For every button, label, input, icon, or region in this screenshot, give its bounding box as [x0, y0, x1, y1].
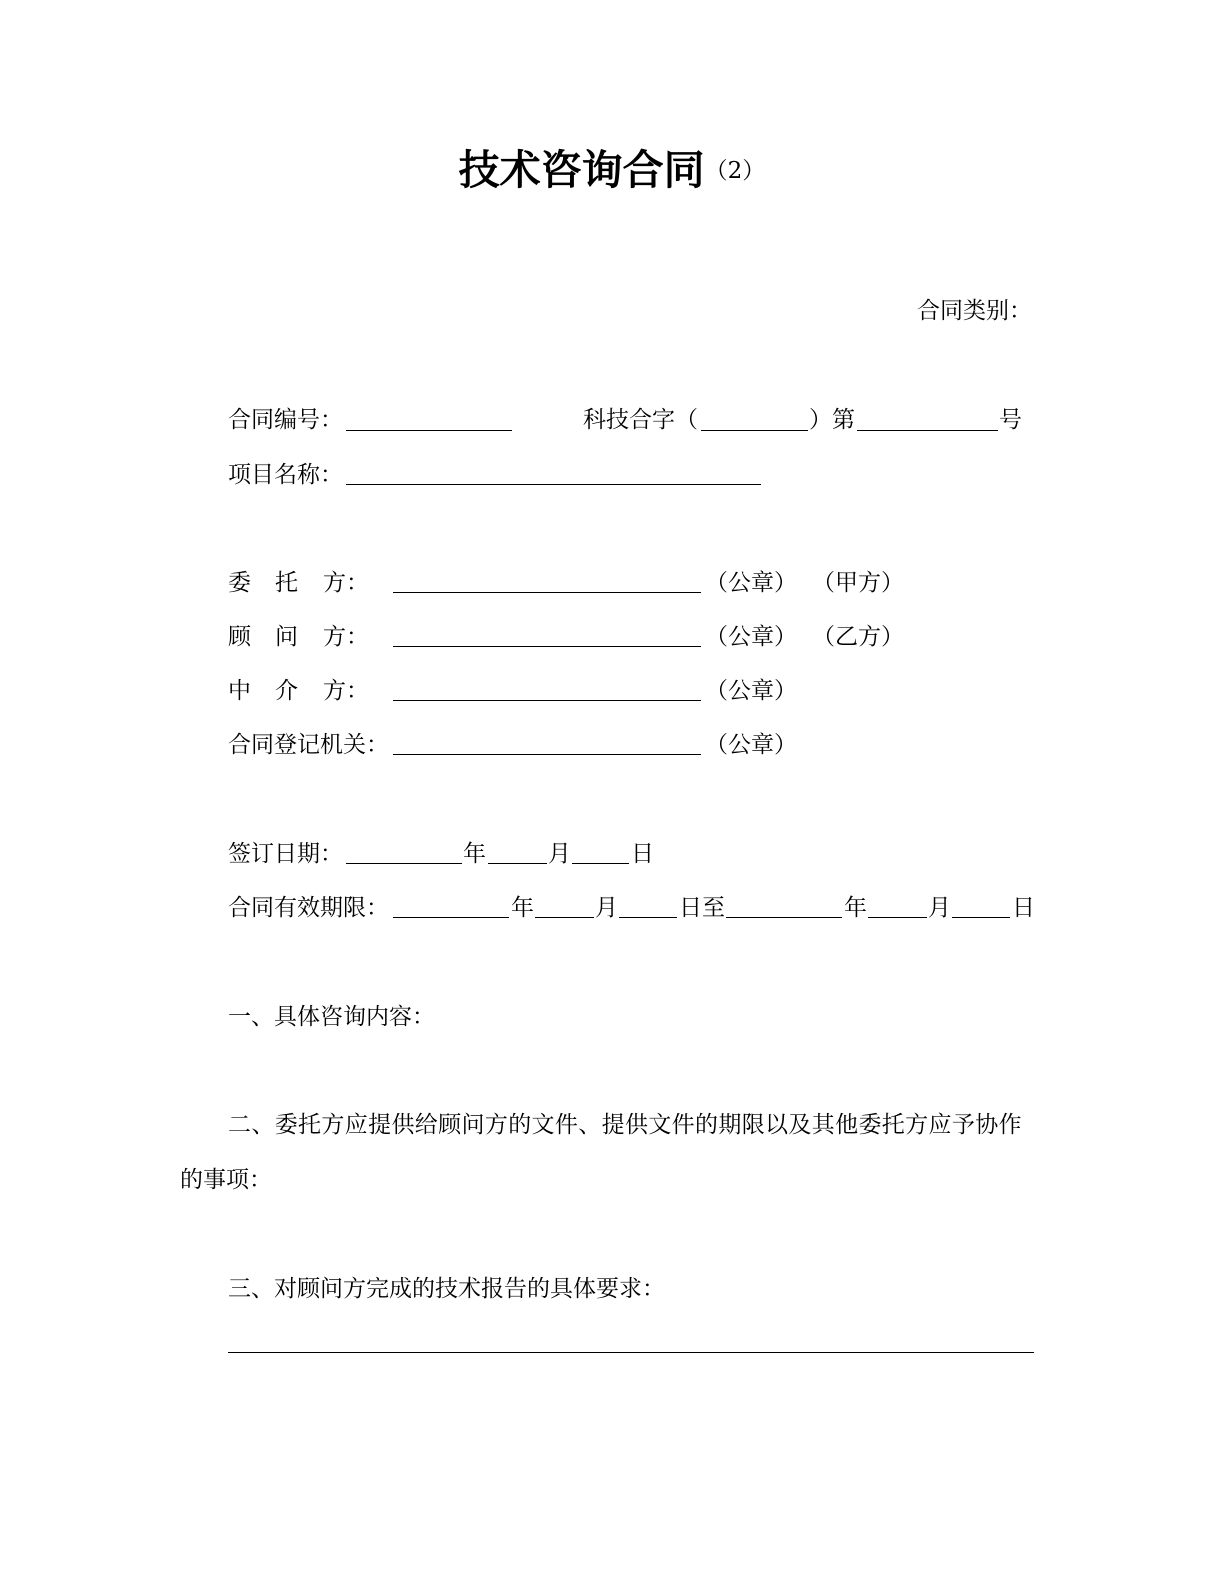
sign-day-field[interactable] — [572, 863, 629, 864]
validity-end-year-unit: 年 — [844, 895, 867, 921]
party-client-role: （甲方） — [812, 570, 904, 596]
validity-start-year-unit: 年 — [511, 895, 534, 921]
validity-start-month-field[interactable] — [535, 917, 594, 918]
contract-no-field[interactable] — [346, 430, 512, 431]
registry-field[interactable] — [393, 754, 701, 755]
validity-end-day-unit: 日 — [1012, 895, 1035, 921]
section-2-heading-line2: 的事项： — [180, 1167, 272, 1193]
validity-label: 合同有效期限： — [228, 895, 389, 921]
section-3-answer-line[interactable] — [228, 1352, 1034, 1353]
sign-day-unit: 日 — [631, 841, 654, 867]
sign-date-label: 签订日期： — [228, 841, 343, 867]
section-2-heading-line1: 二、委托方应提供给顾问方的文件、提供文件的期限以及其他委托方应予协作 — [228, 1112, 1022, 1138]
section-3-heading: 三、对顾问方完成的技术报告的具体要求： — [228, 1276, 665, 1302]
title-main: 技术咨询合同 — [458, 146, 705, 194]
party-consultant-field[interactable] — [393, 646, 701, 647]
tech-code-mid: ）第 — [809, 407, 855, 433]
registry-label: 合同登记机关： — [228, 732, 389, 758]
party-consultant-seal: （公章） — [705, 624, 797, 650]
sign-year-field[interactable] — [346, 863, 462, 864]
project-name-label: 项目名称： — [228, 462, 343, 488]
sign-month-unit: 月 — [548, 841, 571, 867]
party-client-seal: （公章） — [705, 570, 797, 596]
project-name-field[interactable] — [346, 484, 761, 485]
title-suffix: （2） — [704, 158, 766, 184]
validity-start-year-field[interactable] — [393, 917, 509, 918]
sign-year-unit: 年 — [463, 841, 486, 867]
party-intermediary-field[interactable] — [393, 700, 701, 701]
validity-start-month-unit: 月 — [595, 895, 618, 921]
sign-month-field[interactable] — [488, 863, 547, 864]
tech-code-number-field[interactable] — [857, 430, 998, 431]
validity-start-day-field[interactable] — [619, 917, 677, 918]
validity-end-day-field[interactable] — [952, 917, 1010, 918]
page-title — [0, 146, 1224, 194]
validity-end-month-field[interactable] — [868, 917, 927, 918]
validity-end-year-field[interactable] — [726, 917, 842, 918]
section-1-heading: 一、具体咨询内容： — [228, 1004, 435, 1030]
contract-no-label: 合同编号： — [228, 407, 343, 433]
party-intermediary-seal: （公章） — [705, 678, 797, 704]
party-consultant-role: （乙方） — [812, 624, 904, 650]
tech-code-prefix: 科技合字（ — [583, 407, 698, 433]
tech-code-suffix: 号 — [999, 407, 1022, 433]
validity-to-unit: 日至 — [679, 895, 725, 921]
registry-seal: （公章） — [705, 732, 797, 758]
contract-type-label: 合同类别： — [917, 298, 1032, 324]
party-client-field[interactable] — [393, 592, 701, 593]
validity-end-month-unit: 月 — [928, 895, 951, 921]
tech-code-year-field[interactable] — [701, 430, 808, 431]
